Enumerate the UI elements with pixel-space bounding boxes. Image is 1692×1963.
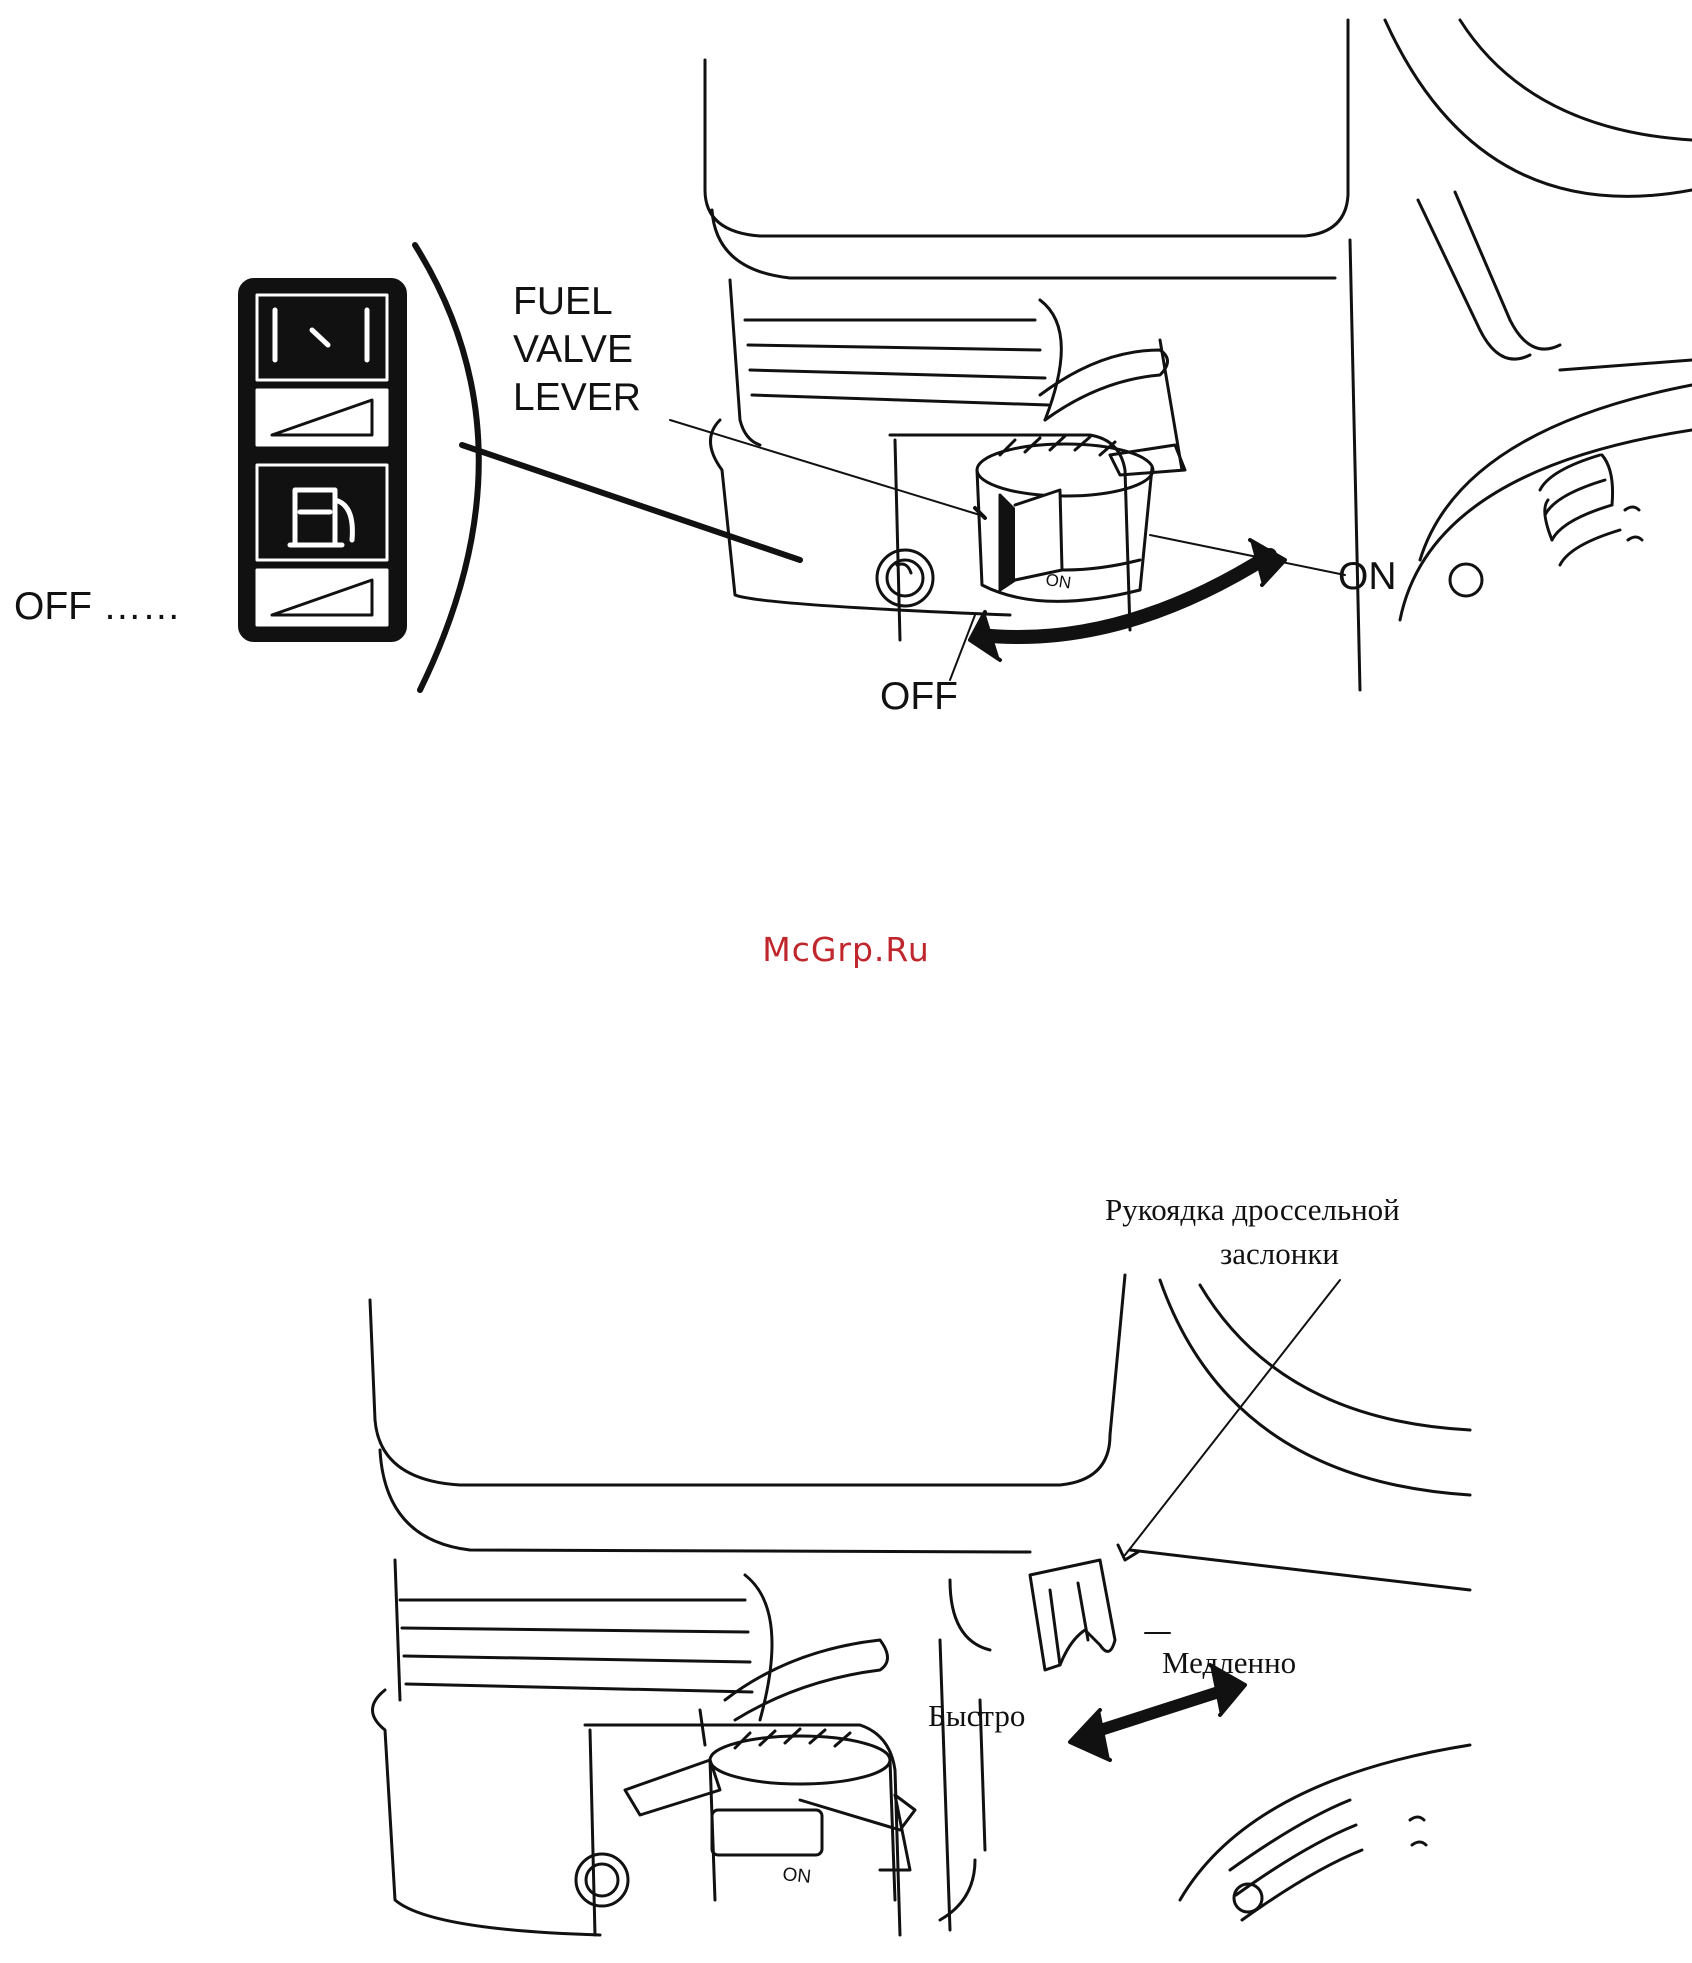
off-label: OFF <box>880 675 958 718</box>
fuel-valve-label-line-3: LEVER <box>513 376 641 419</box>
panel-off-label: OFF …… <box>14 585 181 628</box>
choke-label-line-2: заслонки <box>1220 1236 1339 1271</box>
fuel-valve-label-line-2: VALVE <box>513 328 633 371</box>
bottom-engine-drawing <box>370 1275 1470 1935</box>
on-label: ON <box>1338 555 1397 598</box>
choke-label-line-1: Рукоядка дроссельной <box>1105 1192 1400 1227</box>
top-dial-marking: ON <box>1044 570 1073 593</box>
slow-label: Медленно <box>1162 1645 1297 1680</box>
fuel-valve-sticker <box>240 280 405 640</box>
fast-label: Быстро <box>928 1698 1026 1733</box>
watermark: McGrp.Ru <box>762 930 930 969</box>
bottom-dial-marking: ON <box>781 1864 813 1888</box>
fuel-valve-label-line-1: FUEL <box>513 280 613 323</box>
